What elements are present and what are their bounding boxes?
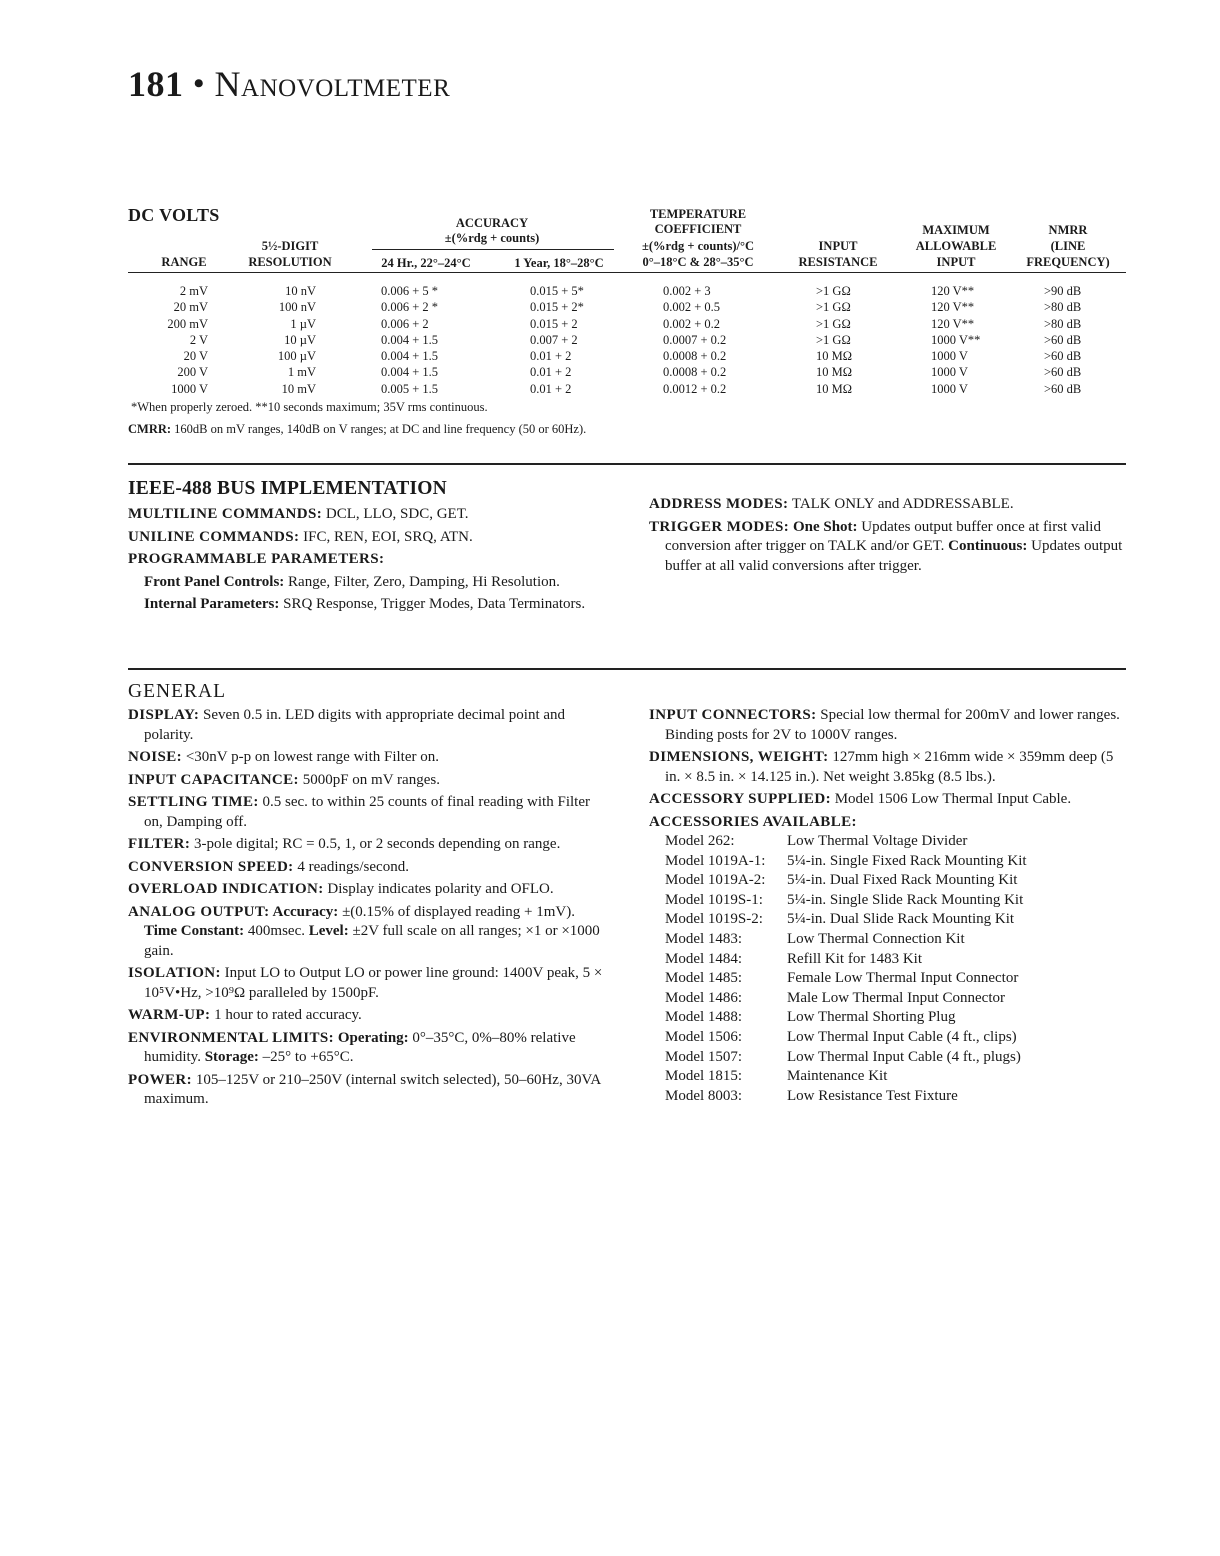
display-label: DISPLAY: xyxy=(128,707,200,723)
cmrr-text: 160dB on mV ranges, 140dB on V ranges; at DC and line frequency (50 or 60Hz). xyxy=(171,422,587,436)
operating-label: Operating: xyxy=(334,1029,409,1046)
list-item xyxy=(665,1028,1129,1048)
table-cell: 120 V** xyxy=(931,316,975,331)
address-text: TALK ONLY and ADDRESSABLE. xyxy=(788,496,1014,512)
overload-indication-label: OVERLOAD INDICATION: xyxy=(128,881,324,897)
warm-up-spec xyxy=(128,1006,608,1026)
table-cell: 10 nV xyxy=(285,284,316,298)
column-nmrr xyxy=(1044,283,1114,397)
accessory-model: Model 1815: xyxy=(665,1068,743,1085)
header-tempco-2: COEFFICIENT xyxy=(654,222,742,236)
analog-level-label: Level: xyxy=(304,923,349,939)
display-spec xyxy=(128,706,608,745)
table-cell: >1 GΩ xyxy=(816,300,851,315)
table-cell: 0.002 + 0.5 xyxy=(663,300,721,315)
table-cell: 10 MΩ xyxy=(816,349,853,364)
table-cell: 0.01 + 2 xyxy=(530,381,572,396)
warm-up-text: 1 hour to rated accuracy. xyxy=(210,1007,362,1023)
table-cell: 1 mV xyxy=(287,365,316,380)
multiline-text: DCL, LLO, SDC, GET. xyxy=(322,506,469,522)
table-cell: 10 mV xyxy=(281,381,316,396)
header-resolution-2: RESOLUTION xyxy=(248,255,332,269)
dc-volts-heading: DC VOLTS xyxy=(128,205,220,225)
uniline-text: IFC, REN, EOI, SRQ, ATN. xyxy=(299,528,473,545)
table-cell: 0.007 + 2 xyxy=(530,332,578,347)
table-cell: 0.006 + 2 * xyxy=(381,300,439,315)
accessory-supplied-label: ACCESSORY SUPPLIED: xyxy=(649,791,831,807)
accessory-description: Low Thermal Connection Kit xyxy=(787,930,965,947)
accessory-model: Model 8003: xyxy=(665,1087,743,1104)
accessory-model: Model 1483: xyxy=(665,930,743,947)
list-item xyxy=(665,910,1129,930)
continuous-label: Continuous: xyxy=(944,538,1028,554)
accuracy-underline xyxy=(372,249,614,250)
filter-spec xyxy=(128,835,608,855)
accessory-supplied-spec xyxy=(649,790,1129,810)
trigger-label: TRIGGER MODES: xyxy=(649,518,790,535)
multiline-label: MULTILINE COMMANDS: xyxy=(128,506,323,522)
general-heading: GENERAL xyxy=(128,681,226,702)
table-cell: 20 mV xyxy=(173,300,208,315)
analog-time-constant-text: 400msec. xyxy=(244,923,305,939)
cmrr-note xyxy=(128,422,586,437)
dimensions-weight-text: 127mm high × 216mm wide × 359mm deep (5 in. × 8.5 in. × 14.125 in.). Net weight 3.85kg (8.5 lbs.). xyxy=(665,749,1114,785)
accessory-description: Male Low Thermal Input Connector xyxy=(787,989,1005,1006)
table-cell: 1000 V xyxy=(171,381,208,396)
analog-level-text: ±2V full scale on all ranges; ×1 or ×1000 gain. xyxy=(144,923,600,959)
isolation-text: Input LO to Output LO or power line ground: 1400V peak, 5 × 10⁵V•Hz, >10⁹Ω paralleled by 1500pF. xyxy=(144,965,603,1001)
table-cell: 1000 V xyxy=(931,349,968,364)
table-cell: >60 dB xyxy=(1044,349,1082,364)
one-shot-text: Updates output buffer once at first valid conversion after trigger on TALK and/or GET. xyxy=(665,518,1101,554)
programmable-label: PROGRAMMABLE PARAMETERS: xyxy=(128,551,385,567)
accessories-available-label: ACCESSORIES AVAILABLE: xyxy=(649,813,857,830)
table-cell: 0.01 + 2 xyxy=(530,349,572,364)
warm-up-label: WARM-UP: xyxy=(128,1007,211,1023)
accessory-model: Model 1019S-2: xyxy=(665,911,763,928)
input-capacitance-text: 5000pF on mV ranges. xyxy=(298,771,440,788)
title-bullet: • xyxy=(193,67,205,100)
table-cell: 10 µV xyxy=(284,332,316,347)
table-cell: 200 V xyxy=(177,365,208,380)
settling-time-text: 0.5 sec. to within 25 counts of final reading with Filter on, Damping off. xyxy=(144,794,590,830)
header-max-input-3: INPUT xyxy=(936,255,976,269)
table-cell: 0.005 + 1.5 xyxy=(381,381,439,396)
trigger-modes xyxy=(649,518,1129,577)
table-cell: 0.0008 + 0.2 xyxy=(663,365,727,380)
accessory-description: 5¼-in. Single Fixed Rack Mounting Kit xyxy=(787,852,1027,869)
header-tempco-4: 0°–18°C & 28°–35°C xyxy=(642,255,754,269)
list-item xyxy=(665,1087,1129,1107)
table-cell: >60 dB xyxy=(1044,332,1082,347)
header-accuracy-2: ±(%rdg + counts) xyxy=(444,231,540,245)
input-capacitance-label: INPUT CAPACITANCE: xyxy=(128,771,299,788)
table-cell: 2 V xyxy=(189,332,208,347)
table-cell: 0.002 + 3 xyxy=(663,284,711,298)
column-max-input xyxy=(931,283,1011,397)
environmental-limits-spec xyxy=(128,1029,608,1068)
header-max-input-2: ALLOWABLE xyxy=(915,239,997,253)
table-cell: >80 dB xyxy=(1044,316,1082,331)
input-capacitance-spec xyxy=(128,771,608,791)
list-item xyxy=(665,989,1129,1009)
table-cell: 2 mV xyxy=(179,284,208,298)
input-connectors-text: Special low thermal for 200mV and lower ranges. Binding posts for 2V to 1000V ranges. xyxy=(665,707,1120,743)
conversion-speed-text: 4 readings/second. xyxy=(293,858,409,875)
environmental-limits-label: ENVIRONMENTAL LIMITS: xyxy=(128,1029,335,1046)
table-cell: 0.004 + 1.5 xyxy=(381,332,439,347)
column-input-resistance xyxy=(816,283,886,397)
list-item xyxy=(665,891,1129,911)
table-cell: 200 mV xyxy=(167,316,208,331)
table-cell: 0.0007 + 0.2 xyxy=(663,332,727,347)
table-cell: >1 GΩ xyxy=(816,332,851,347)
internal-text: SRQ Response, Trigger Modes, Data Terminators. xyxy=(279,596,586,612)
filter-label: FILTER: xyxy=(128,836,191,852)
table-cell: 0.004 + 1.5 xyxy=(381,365,439,380)
table-footnote: *When properly zeroed. **10 seconds maximum; 35V rms continuous. xyxy=(131,400,488,414)
power-text: 105–125V or 210–250V (internal switch selected), 50–60Hz, 30VA maximum. xyxy=(144,1071,601,1107)
general-left-column xyxy=(128,706,608,1113)
section-divider xyxy=(128,463,1126,465)
general-right-column xyxy=(649,706,1129,1106)
accessory-model: Model 262: xyxy=(665,833,735,849)
header-tempco-3: ±(%rdg + counts)/°C xyxy=(641,239,755,253)
header-input-res-1: INPUT xyxy=(818,239,858,253)
list-item xyxy=(665,1008,1129,1028)
operating-text: 0°–35°C, 0%–80% relative humidity. xyxy=(144,1029,576,1065)
analog-output-spec xyxy=(128,903,608,962)
header-input-res-2: RESISTANCE xyxy=(798,255,878,269)
storage-label: Storage: xyxy=(200,1049,259,1065)
accessory-description: Low Thermal Voltage Divider xyxy=(787,833,968,849)
list-item xyxy=(665,930,1129,950)
header-acc-1yr: 1 Year, 18°–28°C xyxy=(514,256,604,270)
table-cell: 0.0012 + 0.2 xyxy=(663,381,727,396)
isolation-spec xyxy=(128,964,608,1003)
accessory-description: 5¼-in. Dual Fixed Rack Mounting Kit xyxy=(787,872,1018,889)
display-text: Seven 0.5 in. LED digits with appropriate decimal point and polarity. xyxy=(144,707,566,743)
header-nmrr-3: FREQUENCY) xyxy=(1026,255,1110,269)
settling-time-label: SETTLING TIME: xyxy=(128,794,259,810)
table-cell: >60 dB xyxy=(1044,381,1082,396)
address-label: ADDRESS MODES: xyxy=(649,496,789,512)
accessory-description: Low Thermal Input Cable (4 ft., clips) xyxy=(787,1028,1017,1045)
header-acc-24hr: 24 Hr., 22°–24°C xyxy=(381,256,471,270)
storage-text: –25° to +65°C. xyxy=(258,1049,354,1065)
table-cell: 1000 V** xyxy=(931,332,981,347)
ieee-right-column xyxy=(649,495,1129,579)
analog-accuracy-text: ±(0.15% of displayed reading + 1mV). xyxy=(338,903,575,920)
front-panel-label: Front Panel Controls: xyxy=(144,573,285,590)
list-item xyxy=(665,1067,1129,1087)
dimensions-weight-spec xyxy=(649,748,1129,787)
list-item xyxy=(665,852,1129,872)
table-cell: 0.006 + 2 xyxy=(381,316,429,331)
power-spec xyxy=(128,1071,608,1110)
table-cell: >1 GΩ xyxy=(816,316,851,331)
conversion-speed-spec xyxy=(128,858,608,878)
table-cell: 0.01 + 2 xyxy=(530,365,572,380)
continuous-text: Updates output buffer at all valid conversions after trigger. xyxy=(665,538,1123,574)
header-nmrr-1: NMRR xyxy=(1048,223,1088,237)
filter-text: 3-pole digital; RC = 0.5, 1, or 2 seconds depending on range. xyxy=(190,836,561,852)
accessory-supplied-text: Model 1506 Low Thermal Input Cable. xyxy=(830,791,1072,807)
table-cell: 20 V xyxy=(183,349,208,364)
accessory-model: Model 1484: xyxy=(665,950,743,967)
accessory-model: Model 1485: xyxy=(665,970,743,987)
table-cell: 0.004 + 1.5 xyxy=(381,349,439,364)
column-resolution xyxy=(240,283,316,397)
accessory-description: Low Thermal Shorting Plug xyxy=(787,1009,956,1026)
table-cell: 120 V** xyxy=(931,300,975,315)
accessory-model: Model 1486: xyxy=(665,989,743,1006)
column-acc-1yr xyxy=(530,283,630,397)
overload-indication-spec xyxy=(128,880,608,900)
column-range xyxy=(140,283,208,397)
table-cell: 1000 V xyxy=(931,381,968,396)
list-item xyxy=(665,871,1129,891)
noise-spec xyxy=(128,748,608,768)
list-item xyxy=(665,1048,1129,1068)
table-header-rule xyxy=(128,272,1126,273)
accessory-description: Female Low Thermal Input Connector xyxy=(787,970,1019,987)
ieee-heading: IEEE-488 BUS IMPLEMENTATION xyxy=(128,478,447,499)
table-cell: 0.015 + 5* xyxy=(530,284,584,298)
accessory-description: Maintenance Kit xyxy=(787,1068,888,1085)
list-item xyxy=(665,950,1129,970)
cmrr-label: CMRR: xyxy=(128,422,172,436)
table-cell: 1000 V xyxy=(931,365,968,380)
accessory-model: Model 1019A-2: xyxy=(665,872,766,889)
header-tempco-1: TEMPERATURE xyxy=(649,207,747,221)
input-connectors-label: INPUT CONNECTORS: xyxy=(649,707,817,723)
accessories-list xyxy=(665,832,1129,1106)
table-cell: 10 MΩ xyxy=(816,365,853,380)
table-cell: 1 µV xyxy=(290,316,316,331)
accessory-model: Model 1488: xyxy=(665,1009,743,1026)
accessory-description: 5¼-in. Dual Slide Rack Mounting Kit xyxy=(787,911,1015,928)
analog-output-label: ANALOG OUTPUT: xyxy=(128,903,270,920)
settling-time-spec xyxy=(128,793,608,832)
table-cell: >1 GΩ xyxy=(816,284,851,298)
analog-accuracy-label: Accuracy: xyxy=(269,903,339,920)
internal-label: Internal Parameters: xyxy=(144,596,280,612)
power-label: POWER: xyxy=(128,1071,193,1088)
header-max-input-1: MAXIMUM xyxy=(922,223,990,237)
header-resolution-1: 5½-DIGIT xyxy=(261,239,319,253)
uniline-label: UNILINE COMMANDS: xyxy=(128,528,300,545)
one-shot-label: One Shot: xyxy=(789,518,858,535)
input-connectors-spec xyxy=(649,706,1129,745)
accessory-model: Model 1019S-1: xyxy=(665,891,763,908)
accessory-description: Low Resistance Test Fixture xyxy=(787,1087,958,1104)
accessories-available-spec xyxy=(649,813,1129,833)
product-name: Nanovoltmeter xyxy=(214,64,451,104)
multiline-commands xyxy=(128,505,608,525)
table-cell: 0.0008 + 0.2 xyxy=(663,349,727,364)
table-cell: 0.006 + 5 * xyxy=(381,284,439,298)
table-cell: >60 dB xyxy=(1044,365,1082,380)
accessory-model: Model 1019A-1: xyxy=(665,852,766,869)
table-cell: 100 nV xyxy=(278,300,316,315)
table-cell: >80 dB xyxy=(1044,300,1082,315)
front-panel-text: Range, Filter, Zero, Damping, Hi Resolution. xyxy=(284,573,560,590)
noise-label: NOISE: xyxy=(128,749,183,765)
table-cell: >90 dB xyxy=(1044,284,1082,298)
analog-time-constant-label: Time Constant: xyxy=(144,923,245,939)
section-divider xyxy=(128,668,1126,670)
accessory-description: Low Thermal Input Cable (4 ft., plugs) xyxy=(787,1048,1021,1065)
overload-indication-text: Display indicates polarity and OFLO. xyxy=(323,881,554,897)
noise-text: <30nV p-p on lowest range with Filter on. xyxy=(182,749,439,765)
isolation-label: ISOLATION: xyxy=(128,965,221,981)
ieee-left-column xyxy=(128,505,608,618)
header-accuracy-1: ACCURACY xyxy=(455,216,529,230)
dimensions-weight-label: DIMENSIONS, WEIGHT: xyxy=(649,749,829,765)
internal-parameters xyxy=(144,595,608,615)
table-cell: 10 MΩ xyxy=(816,381,853,396)
conversion-speed-label: CONVERSION SPEED: xyxy=(128,858,294,875)
address-modes xyxy=(649,495,1129,515)
page-title xyxy=(128,66,450,102)
column-tempco xyxy=(663,283,773,397)
table-cell: 0.002 + 0.2 xyxy=(663,316,721,331)
accessory-model: Model 1507: xyxy=(665,1048,743,1065)
accessory-description: 5¼-in. Single Slide Rack Mounting Kit xyxy=(787,891,1024,908)
table-cell: 0.015 + 2 xyxy=(530,316,578,331)
column-acc-24hr xyxy=(381,283,491,397)
accessory-description: Refill Kit for 1483 Kit xyxy=(787,950,922,967)
header-nmrr-2: (LINE xyxy=(1050,239,1086,253)
list-item xyxy=(665,969,1129,989)
uniline-commands xyxy=(128,528,608,548)
page-number: 181 xyxy=(128,64,184,104)
header-range: RANGE xyxy=(161,255,207,269)
table-cell: 120 V** xyxy=(931,284,975,298)
accessory-model: Model 1506: xyxy=(665,1028,743,1045)
programmable-parameters xyxy=(128,550,608,570)
front-panel-controls xyxy=(144,573,608,593)
table-cell: 0.015 + 2* xyxy=(530,300,584,315)
list-item xyxy=(665,832,1129,852)
table-cell: 100 µV xyxy=(277,349,316,364)
